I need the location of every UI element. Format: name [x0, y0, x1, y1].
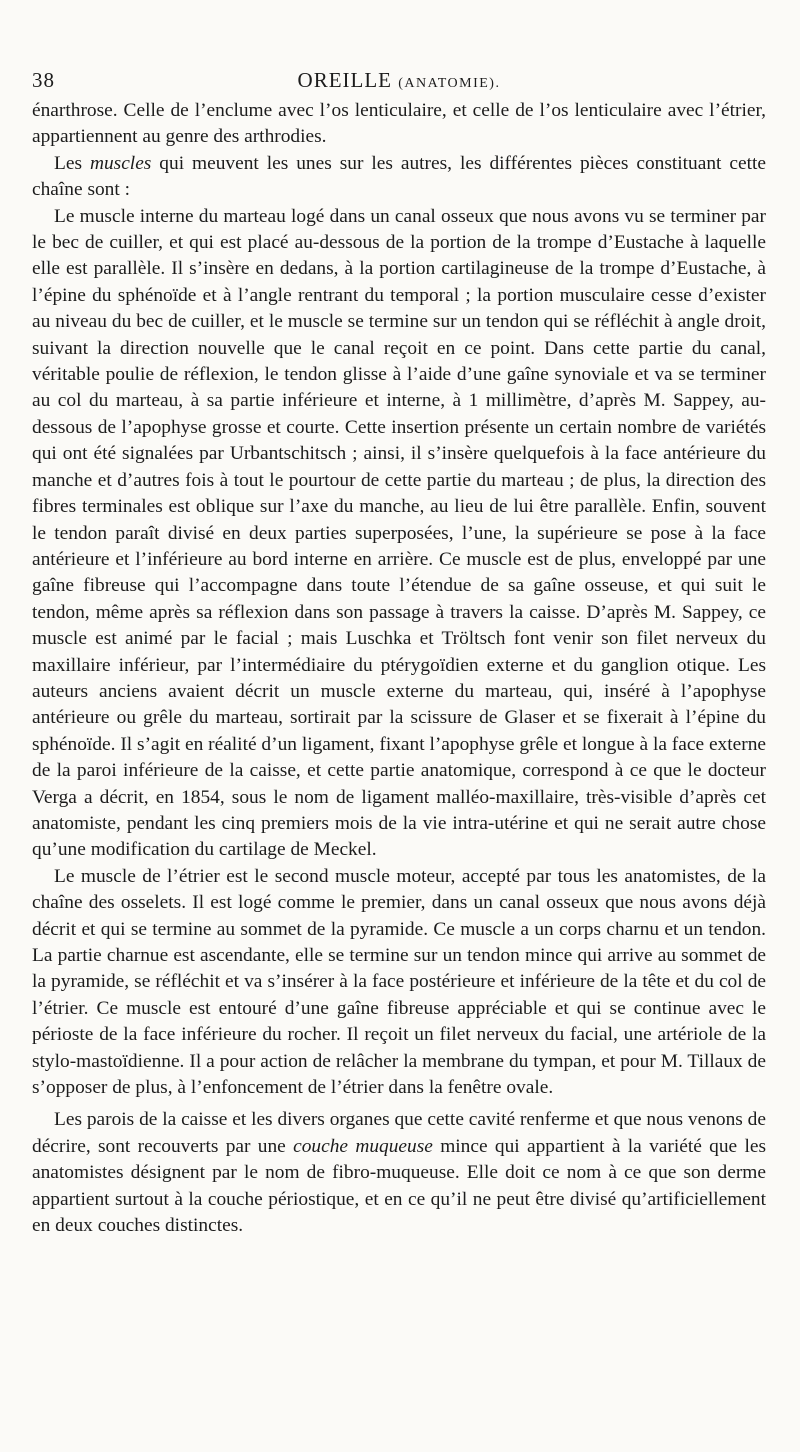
running-header [32, 62, 766, 98]
running-title-main: OREILLE [297, 68, 393, 92]
italic-term: couche muqueuse [293, 1135, 433, 1157]
text-run: Le muscle interne du marteau logé dans un canal osseux que nous avons vu se terminer par le bec de cuiller, et qui est placé au-dessous de la portion de la trompe d’Eustache à laquelle elle est parallèle. Il s’insère en dedans, à la portion cartilagineuse de la trompe d’Eustache, à l’épine du sphénoïde et à l’angle rentrant du temporal ; la portion musculaire cesse d’exister au niveau du bec de cuiller, et le muscle se termine sur un tendon qui se réfléchit à angle droit, suivant la direction nouvelle que le canal reçoit en ce point. Dans cette partie du canal, véritable poulie de réflexion, le tendon glisse à l’aide d’une gaîne synoviale et va se terminer au col du marteau, à sa partie inférieure et interne, à 1 millimètre, d’après M. Sappey, au-dessous de l’apophyse grosse et courte. Cette insertion présente un certain nombre de variétés qui ont été signalées par Urbantschitsch ; ainsi, il s’insère quelquefois à la face antérieure du manche et d’autres fois à tout le pourtour de cette partie du marteau ; de plus, la direction des fibres terminales est oblique sur l’axe du manche, au lieu de lui être parallèle. Enfin, souvent le tendon paraît divisé en deux parties superposées, l’une, la supérieure se pose à la face antérieure et l’inférieure au bord interne en arrière. Ce muscle est de plus, enveloppé par une gaîne fibreuse qui l’accompagne dans toute l’étendue de sa gaîne osseuse, et qui suit le tendon, même après sa réflexion dans son passage à travers la caisse. D’après M. Sappey, ce muscle est animé par le facial ; mais Luschka et Tröltsch font venir son filet nerveux du maxillaire inférieur, par l’intermédiaire du ptérygoïdien externe et du ganglion otique. Les auteurs anciens avaient décrit un muscle externe du marteau, qui, inséré à l’apophyse antérieure ou grêle du marteau, sortirait par la scissure de Glaser et se fixerait à l’épine du sphénoïde. Il s’agit en réalité d’un ligament, fixant l’apophyse grêle et longue à la face externe de la paroi inférieure de la caisse, et cette partie anatomique, correspond à ce que le docteur Verga a décrit, en 1854, sous le nom de ligament malléo-maxillaire, très-visible d’après cet anatomiste, pendant les cinq premiers mois de la vie intra-utérine et qui ne serait autre chose qu’une modification du cartilage de Meckel. [32, 205, 766, 861]
paragraph [32, 864, 766, 1102]
running-title-sub: (ANATOMIE). [398, 76, 501, 91]
paragraph [32, 151, 766, 204]
paragraph [32, 1107, 766, 1239]
paragraph [32, 204, 766, 864]
page-number: 38 [32, 68, 55, 92]
running-title [298, 62, 501, 102]
text-run: mince qui appartient à la variété que les anatomistes désignent par le nom de fibro-muqueuse. Elle doit ce nom à ce que son derme appartient surtout à la couche périostique, et en ce qu’il ne peut être divisé qu’artificiellement en deux couches distinctes. [32, 1135, 766, 1237]
body-text [32, 98, 766, 1239]
text-run: Le muscle de l’étrier est le second muscle moteur, accepté par tous les anatomistes, de la chaîne des osselets. Il est logé comme le premier, dans un canal osseux que nous avons déjà décrit et qui se termine au sommet de la pyramide. Ce muscle a un corps charnu et un tendon. La partie charnue est ascendante, elle se termine sur un tendon mince qui arrive au sommet de la pyramide, se réfléchit et va s’insérer à la face postérieure et inférieure de la tête et du col de l’étrier. Ce muscle est entouré d’une gaîne fibreuse appréciable et qui se continue avec le périoste de la face inférieure du rocher. Il reçoit un filet nerveux du facial, une artériole de la stylo-mastoïdienne. Il a pour action de relâcher la membrane du tympan, et pour M. Tillaux de s’opposer de plus, à l’enfoncement de l’étrier dans la fenêtre ovale. [32, 865, 766, 1099]
text-run: Les [54, 152, 90, 174]
italic-term: muscles [89, 152, 152, 174]
text-run: énarthrose. Celle de l’enclume avec l’os lenticulaire, et celle de l’os lenticulaire avec l’étrier, appartiennent au genre des arthrodies. [32, 100, 766, 148]
paragraph [32, 98, 766, 151]
text-run: qui meuvent les unes sur les autres, les différentes pièces constituant cette chaîne sont : [32, 152, 766, 201]
text-run: Les parois de la caisse et les divers organes que cette cavité renferme et que nous venons de décrire, sont recouverts par une [32, 1109, 766, 1157]
